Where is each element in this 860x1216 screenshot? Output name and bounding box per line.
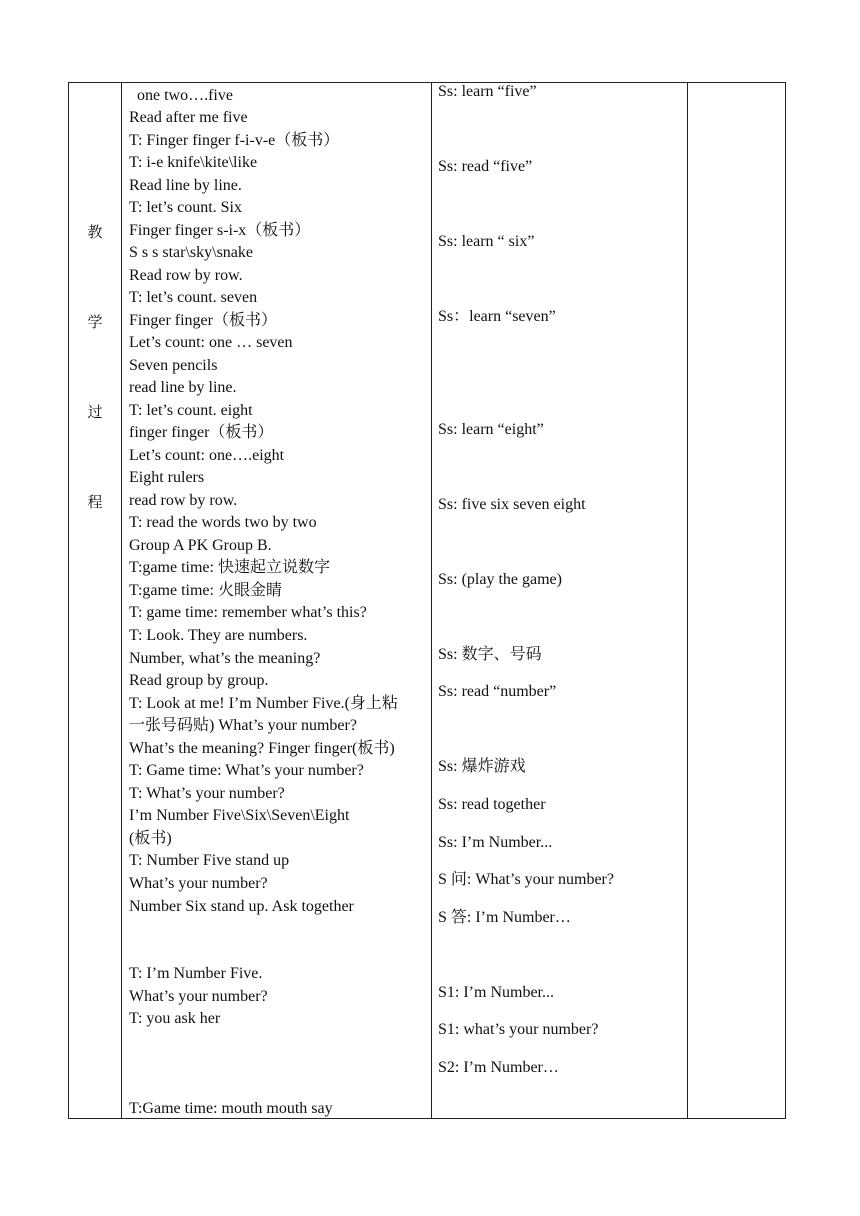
student-line: Ss: I’m Number... <box>438 834 553 851</box>
teacher-line: T: read the words two by two <box>129 514 317 531</box>
teacher-line: Read row by row. <box>129 267 243 284</box>
stage-label-char: 教 <box>87 223 103 241</box>
teacher-line: T: Look at me! I’m Number Five.(身上粘 <box>129 695 398 712</box>
teacher-line: Eight rulers <box>129 469 205 486</box>
stage-label-char: 学 <box>87 313 103 331</box>
teacher-line: T: game time: remember what’s this? <box>129 604 367 621</box>
student-line: Ss: learn “five” <box>438 83 537 100</box>
teacher-line: What’s your number? <box>129 988 268 1005</box>
teacher-line: T: Game time: What’s your number? <box>129 762 364 779</box>
teacher-line: T: I’m Number Five. <box>129 965 263 982</box>
student-line: S1: I’m Number... <box>438 984 554 1001</box>
teacher-line: T: let’s count. Six <box>129 199 242 216</box>
student-line: Ss: five six seven eight <box>438 496 586 513</box>
teacher-line: T: Look. They are numbers. <box>129 627 308 644</box>
stage-label-column <box>69 83 121 1118</box>
teacher-line: Read line by line. <box>129 177 242 194</box>
teacher-line: Let’s count: one … seven <box>129 334 293 351</box>
student-line: Ss: learn “ six” <box>438 233 535 250</box>
student-line: Ss: 数字、号码 <box>438 646 542 663</box>
teacher-line: read line by line. <box>129 379 237 396</box>
stage-label-char: 程 <box>87 493 103 511</box>
teacher-line: Let’s count: one….eight <box>129 447 285 464</box>
stage-label-char: 过 <box>87 403 103 421</box>
teacher-line: T: let’s count. eight <box>129 402 253 419</box>
teacher-line: T: you ask her <box>129 1010 221 1027</box>
teacher-line: one two….five <box>137 87 233 104</box>
teacher-line: I’m Number Five\Six\Seven\Eight <box>129 807 350 824</box>
teacher-line: Seven pencils <box>129 357 218 374</box>
teacher-line: Read group by group. <box>129 672 269 689</box>
teacher-line: Number, what’s the meaning? <box>129 650 321 667</box>
teacher-line: T: Finger finger f-i-v-e（板书） <box>129 132 340 149</box>
student-line: Ss: read “five” <box>438 158 533 175</box>
teacher-line: T:Game time: mouth mouth say <box>129 1100 333 1117</box>
teacher-line: Number Six stand up. Ask together <box>129 898 354 915</box>
student-line: S2: I’m Number… <box>438 1059 559 1076</box>
teacher-line: What’s your number? <box>129 875 268 892</box>
student-line: S1: what’s your number? <box>438 1021 599 1038</box>
teacher-line: T: Number Five stand up <box>129 852 290 869</box>
student-activity-column <box>431 83 687 1118</box>
student-line: Ss: learn “eight” <box>438 421 544 438</box>
student-line: Ss: read together <box>438 796 546 813</box>
student-line: S 问: What’s your number? <box>438 871 614 888</box>
teacher-line: Finger finger（板书） <box>129 312 277 329</box>
teacher-line: (板书) <box>129 830 172 847</box>
teacher-line: Group A PK Group B. <box>129 537 272 554</box>
teacher-line: Read after me five <box>129 109 248 126</box>
teacher-line: S s s star\sky\snake <box>129 244 253 261</box>
student-line: Ss: 爆炸游戏 <box>438 758 526 775</box>
student-line: Ss: read “number” <box>438 683 557 700</box>
teacher-line: T: let’s count. seven <box>129 289 258 306</box>
teacher-line: T:game time: 快速起立说数字 <box>129 559 330 576</box>
student-line: Ss：learn “seven” <box>438 308 556 325</box>
teacher-line: What’s the meaning? Finger finger(板书) <box>129 740 395 757</box>
teacher-activity-column <box>121 83 431 1118</box>
student-line: Ss: (play the game) <box>438 571 562 588</box>
notes-column <box>687 83 786 1118</box>
teacher-line: 一张号码贴) What’s your number? <box>129 717 357 734</box>
teacher-line: read row by row. <box>129 492 238 509</box>
teacher-line: T: i-e knife\kite\like <box>129 154 258 171</box>
teacher-line: T: What’s your number? <box>129 785 285 802</box>
teacher-line: Finger finger s-i-x（板书） <box>129 222 311 239</box>
student-line: S 答: I’m Number… <box>438 909 571 926</box>
teacher-line: finger finger（板书） <box>129 424 274 441</box>
lesson-plan-table <box>68 82 786 1119</box>
teacher-line: T:game time: 火眼金睛 <box>129 582 282 599</box>
